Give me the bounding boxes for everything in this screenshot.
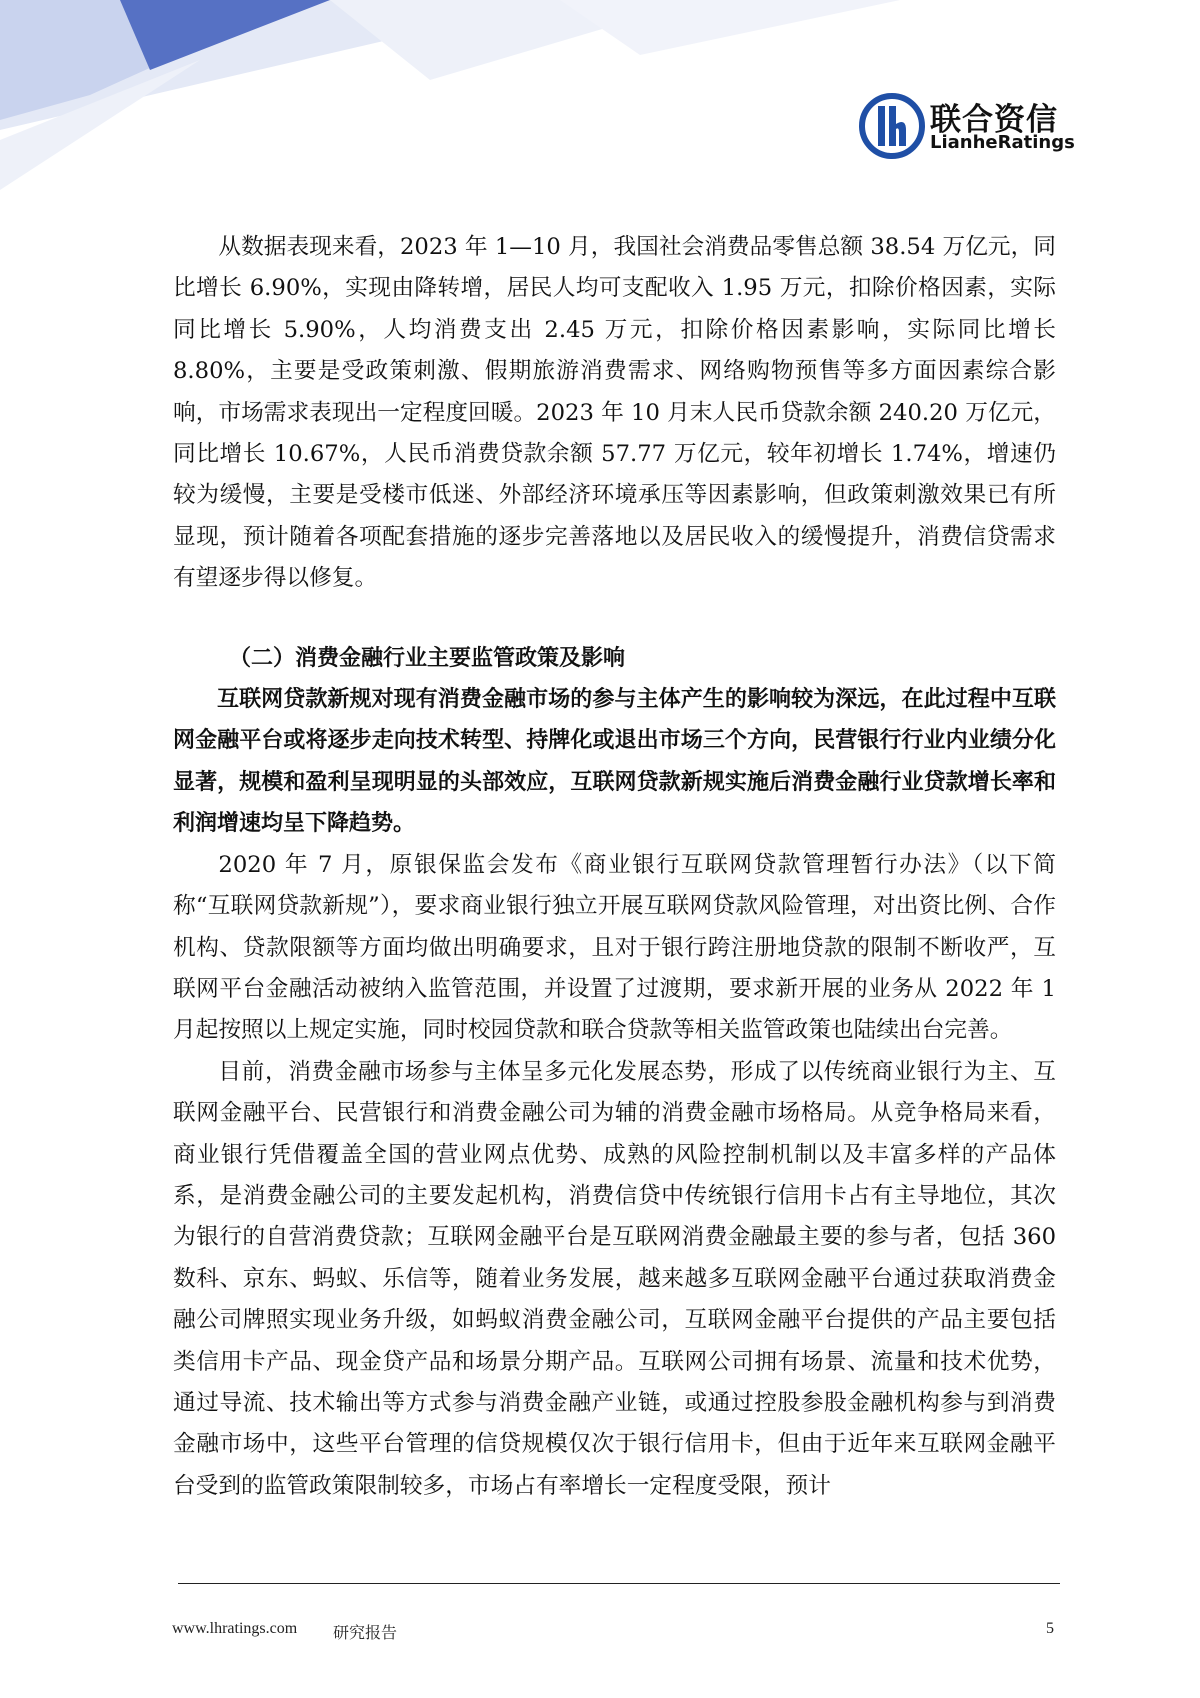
logo-english-name: LianheRatings bbox=[930, 132, 1075, 153]
page-number: 5 bbox=[1046, 1620, 1054, 1637]
paragraph-internet-loan-rules: 2020 年 7 月，原银保监会发布《商业银行互联网贷款管理暂行办法》（以下简称“互联网贷款新规”），要求商业银行独立开展互联网贷款风险管理，对出资比例、合作机构、贷款限额等方面均做出明确要求，且对于银行跨注册地贷款的限制不断收严，互联网平台金融活动被纳入监管范围，并设置了过渡期，要求新开展的业务从 2022 年 1 月起按照以上规定实施，同时校园贷款和联合贷款等相关监管政策也陆续出台完善。 bbox=[173, 851, 1056, 1044]
bold-summary-paragraph: 互联网贷款新规对现有消费金融市场的参与主体产生的影响较为深远，在此过程中互联网金融平台或将逐步走向技术转型、持牌化或退出市场三个方向，民营银行行业内业绩分化显著，规模和盈利呈现明显的头部效应，互联网贷款新规实施后消费金融行业贷款增长率和利润增速均呈下降趋势。 bbox=[173, 687, 1056, 837]
footer-website-link[interactable]: www.lhratings.com bbox=[172, 1620, 298, 1637]
lianhe-logo-icon bbox=[858, 92, 926, 160]
footer-divider bbox=[178, 1583, 1060, 1584]
section-heading: （二）消费金融行业主要监管政策及影响 bbox=[229, 645, 626, 671]
paragraph-market-landscape: 目前，消费金融市场参与主体呈多元化发展态势，形成了以传统商业银行为主、互联网金融平台、民营银行和消费金融公司为辅的消费金融市场格局。从竞争格局来看，商业银行凭借覆盖全国的营业网点优势、成熟的风险控制机制以及丰富多样的产品体系，是消费金融公司的主要发起机构，消费信贷中传统银行信用卡占有主导地位，其次为银行的自营消费贷款；互联网金融平台是互联网消费金融最主要的参与者，包括 360 数科、京东、蚂蚁、乐信等，随着业务发展，越来越多互联网金融平台通过获取消费金融公司牌照实现业务升级，如蚂蚁消费金融公司，互联网金融平台提供的产品主要包括类信用卡产品、现金贷产品和场景分期产品。互联网公司拥有场景、流量和技术优势，通过导流、技术输出等方式参与消费金融产业链，或通过控股参股金融机构参与到消费金融市场中，这些平台管理的信贷规模仅次于银行信用卡，但由于近年来互联网金融平台受到的监管政策限制较多，市场占有率增长一定程度受限，预计 bbox=[173, 1058, 1056, 1499]
paragraph-consumption-data: 从数据表现来看，2023 年 1—10 月，我国社会消费品零售总额 38.54 万亿元，同比增长 6.90%，实现由降转增，居民人均可支配收入 1.95 万元，扣除价格因素，实际同比增长 5.90%，人均消费支出 2.45 万元，扣除价格因素影响，实际同比增长 8.80%，主要是受政策刺激、假期旅游消费需求、网络购物预售等多方面因素综合影响，市场需求表现出一定程度回暖。2023 年 10 月末人民币贷款余额 240.20 万亿元，同比增长 10.67%，人民币消费贷款余额 57.77 万亿元，较年初增长 1.74%，增速仍较为缓慢，主要是受楼市低迷、外部经济环境承压等因素影响，但政策刺激效果已有所显现，预计随着各项配套措施的逐步完善落地以及居民收入的缓慢提升，消费信贷需求有望逐步得以修复。 bbox=[173, 234, 1056, 592]
report-body bbox=[173, 227, 1056, 1507]
logo-chinese-name: 联合资信 bbox=[930, 102, 1058, 138]
footer-report-label: 研究报告 bbox=[333, 1623, 398, 1642]
lianhe-ratings-logo bbox=[858, 92, 1075, 164]
